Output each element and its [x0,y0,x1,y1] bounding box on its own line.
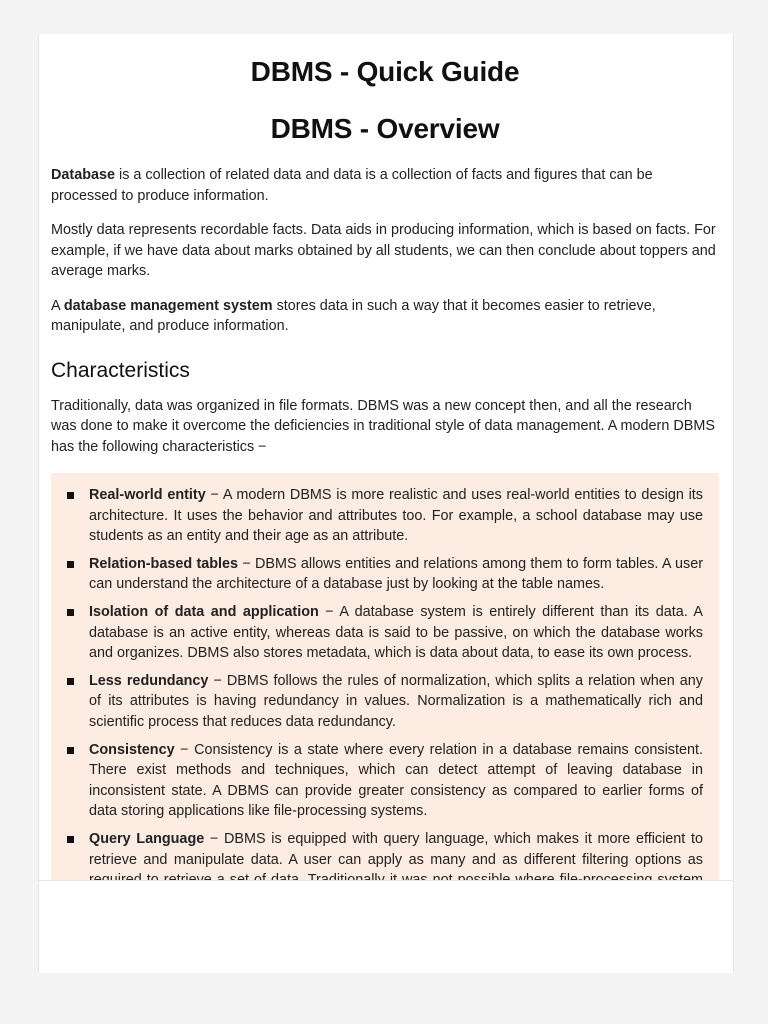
document-page [38,34,734,972]
list-item-term: Less redundancy [89,672,209,689]
list-item-text: − DBMS allows entities and relations among them to form tables. A user can understand the architecture of a database just by looking at the table names. [89,555,704,593]
dbms-definition-text: stores data in such a way that it becomes easier to retrieve, manipulate, and produce information. [51,297,656,334]
dbms-definition-prefix: A [51,297,64,314]
list-item-term: Query Language [89,830,205,847]
square-bullet-icon [67,492,74,499]
list-item-term: Consistency [89,741,175,758]
square-bullet-icon [67,836,74,843]
data-facts-paragraph: Mostly data represents recordable facts. Data aids in producing information, which is based on facts. For example, if we have data about marks obtained by all students, we can then conclude about toppers and average marks. [51,222,716,279]
section-title: DBMS - Overview [270,113,500,144]
characteristics-heading: Characteristics [51,358,190,382]
square-bullet-icon [67,678,74,685]
list-item-text: − A modern DBMS is more realistic and uses real-world entities to design its architecture. It uses the behavior and attributes too. For example, a school database may use students as an entity and their age as an attribute. [89,487,703,545]
intro-paragraph [51,165,719,206]
list-item [67,485,703,547]
list-item-text: − DBMS follows the rules of normalization, which splits a relation when any of its attributes is having redundancy in values. Normalization is a mathematically rich and scientific process that reduces data redundancy. [89,672,703,730]
dbms-definition-term: database management system [63,297,273,314]
page-bottom-band [39,880,733,973]
square-bullet-icon [67,747,74,754]
list-item [67,602,703,664]
dbms-definition-paragraph [51,296,719,337]
list-item-term: Relation-based tables [89,555,239,572]
list-item-text: − A database system is entirely different than its data. A database is an active entity, whereas data is said to be passive, on which the database works and organizes. DBMS also stores metadata, which is data about data, to ease its own process. [89,603,703,662]
list-item-term: Isolation of data and application [89,603,319,620]
document-title: DBMS - Quick Guide [250,56,520,87]
characteristics-list [67,485,703,911]
characteristics-box [51,473,719,930]
list-item-text: − Consistency is a state where every relation in a database remains consistent. There exist methods and techniques, which can detect attempt of leaving database in inconsistent state. A DBMS can provide greater consistency as compared to earlier forms of data storing applications like file-processing systems. [89,741,703,820]
intro-text: is a collection of related data and data is a collection of facts and figures that can be processed to produce information. [51,167,653,204]
square-bullet-icon [67,609,74,616]
square-bullet-icon [67,561,74,568]
intro-term: Database [51,167,115,183]
list-item-term: Real-world entity [89,487,206,503]
list-item-text: − DBMS is equipped with query language, which makes it more efficient to retrieve and manipulate data. A user can apply as many and as different filtering options as [89,830,703,868]
document-content [51,34,719,880]
list-item [67,740,703,822]
characteristics-intro: Traditionally, data was organized in file formats. DBMS was a new concept then, and all the research was done to make it overcome the deficiencies in traditional style of data management. A modern DBMS has the following characteristics − [51,397,715,455]
list-item [67,671,703,733]
list-item [67,554,703,595]
